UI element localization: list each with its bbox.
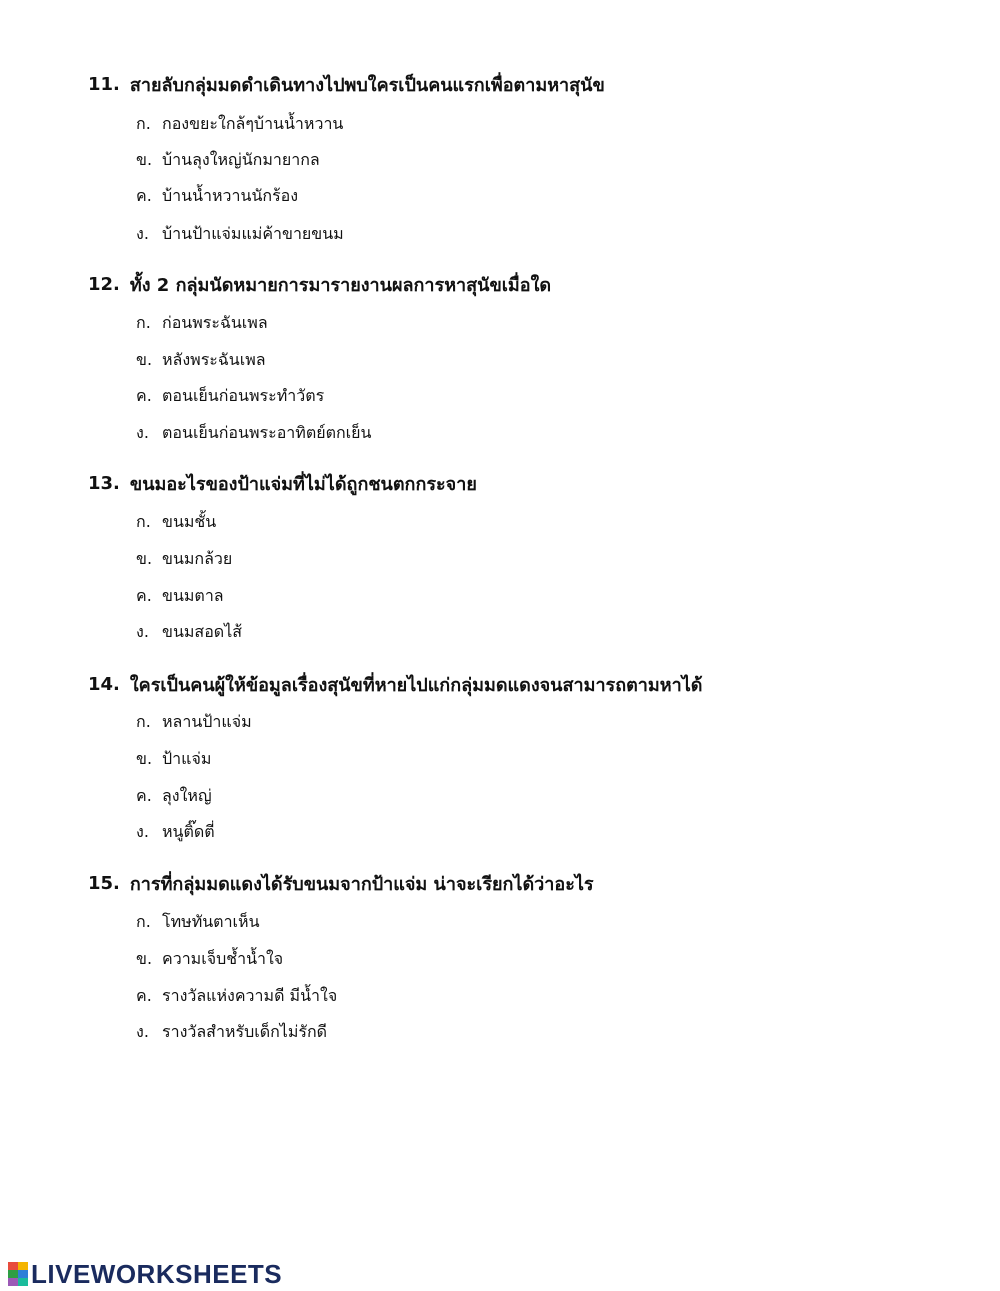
option-13-d[interactable] <box>136 617 242 647</box>
option-text: บ้านลุงใหญ่นักมายากล <box>162 149 320 169</box>
option-text: โทษทันตาเห็น <box>162 911 260 931</box>
option-letter: ข. <box>136 548 153 568</box>
option-letter: ข. <box>136 349 153 369</box>
option-11-a[interactable] <box>136 109 343 139</box>
option-text: กองขยะใกล้ๆบ้านน้ำหวาน <box>162 113 344 133</box>
logo-mark-icon <box>8 1262 28 1286</box>
question-13-heading <box>88 467 477 499</box>
option-letter: ข. <box>136 149 153 169</box>
option-text: หลานป้าแจ่ม <box>162 711 252 731</box>
option-13-b[interactable] <box>136 544 232 574</box>
option-12-b[interactable] <box>136 345 266 375</box>
option-text: หนูติ๊ดตี่ <box>162 821 215 841</box>
option-13-c[interactable] <box>136 581 224 611</box>
option-text: ตอนเย็นก่อนพระอาทิตย์ตกเย็น <box>162 422 372 442</box>
option-letter: ง. <box>136 422 149 442</box>
option-11-c[interactable] <box>136 181 298 211</box>
option-11-d[interactable] <box>136 219 344 249</box>
option-text: หลังพระฉันเพล <box>162 349 266 369</box>
option-letter: ค. <box>136 985 152 1005</box>
option-letter: ง. <box>136 821 149 841</box>
logo-text: LIVEWORKSHEETS <box>31 1258 283 1289</box>
option-text: บ้านป้าแจ่มแม่ค้าขายขนม <box>162 223 344 243</box>
question-text: ขนมอะไรของป้าแจ่มที่ไม่ได้ถูกชนตกกระจาย <box>129 473 477 495</box>
option-12-a[interactable] <box>136 308 268 338</box>
question-text: สายลับกลุ่มมดดำเดินทางไปพบใครเป็นคนแรกเพื่อตามหาสุนัข <box>129 74 605 96</box>
option-letter: ค. <box>136 585 152 605</box>
logo-mark-block <box>8 1270 18 1278</box>
logo-mark-block <box>18 1262 28 1270</box>
option-11-b[interactable] <box>136 145 320 175</box>
question-11-heading <box>88 68 605 100</box>
option-letter: ข. <box>136 748 153 768</box>
question-number: 13. <box>88 472 120 494</box>
option-15-a[interactable] <box>136 907 260 937</box>
option-text: ขนมกล้วย <box>162 548 233 568</box>
option-text: ขนมตาล <box>162 585 224 605</box>
option-letter: ก. <box>136 511 151 531</box>
option-14-a[interactable] <box>136 707 252 737</box>
question-12-heading <box>88 268 551 300</box>
option-text: รางวัลแห่งความดี มีน้ำใจ <box>162 985 338 1005</box>
logo-mark-block <box>18 1270 28 1278</box>
option-15-d[interactable] <box>136 1017 327 1047</box>
option-12-d[interactable] <box>136 418 371 448</box>
option-text: ป้าแจ่ม <box>162 748 212 768</box>
question-number: 12. <box>88 273 120 295</box>
question-number: 11. <box>88 73 120 95</box>
option-letter: ข. <box>136 948 153 968</box>
option-12-c[interactable] <box>136 381 324 411</box>
option-14-c[interactable] <box>136 781 212 811</box>
option-letter: ค. <box>136 185 152 205</box>
option-text: ความเจ็บช้ำน้ำใจ <box>162 948 284 968</box>
option-text: ขนมชั้น <box>162 511 217 531</box>
option-text: ลุงใหญ่ <box>162 785 212 805</box>
option-text: รางวัลสำหรับเด็กไม่รักดี <box>162 1021 328 1041</box>
option-text: ตอนเย็นก่อนพระทำวัตร <box>162 385 325 405</box>
option-14-d[interactable] <box>136 817 215 847</box>
option-letter: ก. <box>136 312 151 332</box>
option-letter: ง. <box>136 621 149 641</box>
question-text: ทั้ง 2 กลุ่มนัดหมายการมารายงานผลการหาสุนัขเมื่อใด <box>129 274 552 296</box>
option-letter: ค. <box>136 785 152 805</box>
question-text: การที่กลุ่มมดแดงได้รับขนมจากป้าแจ่ม น่าจะเรียกได้ว่าอะไร <box>129 873 594 895</box>
option-text: ก่อนพระฉันเพล <box>162 312 268 332</box>
option-letter: ค. <box>136 385 152 405</box>
option-letter: ก. <box>136 911 151 931</box>
logo-mark-block <box>8 1262 18 1270</box>
option-letter: ก. <box>136 711 151 731</box>
option-text: ขนมสอดไส้ <box>162 621 242 641</box>
liveworksheets-logo[interactable] <box>8 1258 282 1290</box>
option-text: บ้านน้ำหวานนักร้อง <box>162 185 299 205</box>
option-14-b[interactable] <box>136 744 211 774</box>
question-14-heading <box>88 668 703 700</box>
logo-mark-block <box>18 1278 28 1286</box>
question-15-heading <box>88 867 594 899</box>
option-letter: ง. <box>136 1021 149 1041</box>
question-number: 14. <box>88 673 120 695</box>
option-letter: ก. <box>136 113 151 133</box>
question-text: ใครเป็นคนผู้ให้ข้อมูลเรื่องสุนัขที่หายไปแก่กลุ่มมดแดงจนสามารถตามหาได้ <box>129 674 703 696</box>
option-13-a[interactable] <box>136 507 216 537</box>
option-15-c[interactable] <box>136 981 337 1011</box>
logo-mark-block <box>8 1278 18 1286</box>
question-number: 15. <box>88 872 120 894</box>
option-letter: ง. <box>136 223 149 243</box>
option-15-b[interactable] <box>136 944 283 974</box>
